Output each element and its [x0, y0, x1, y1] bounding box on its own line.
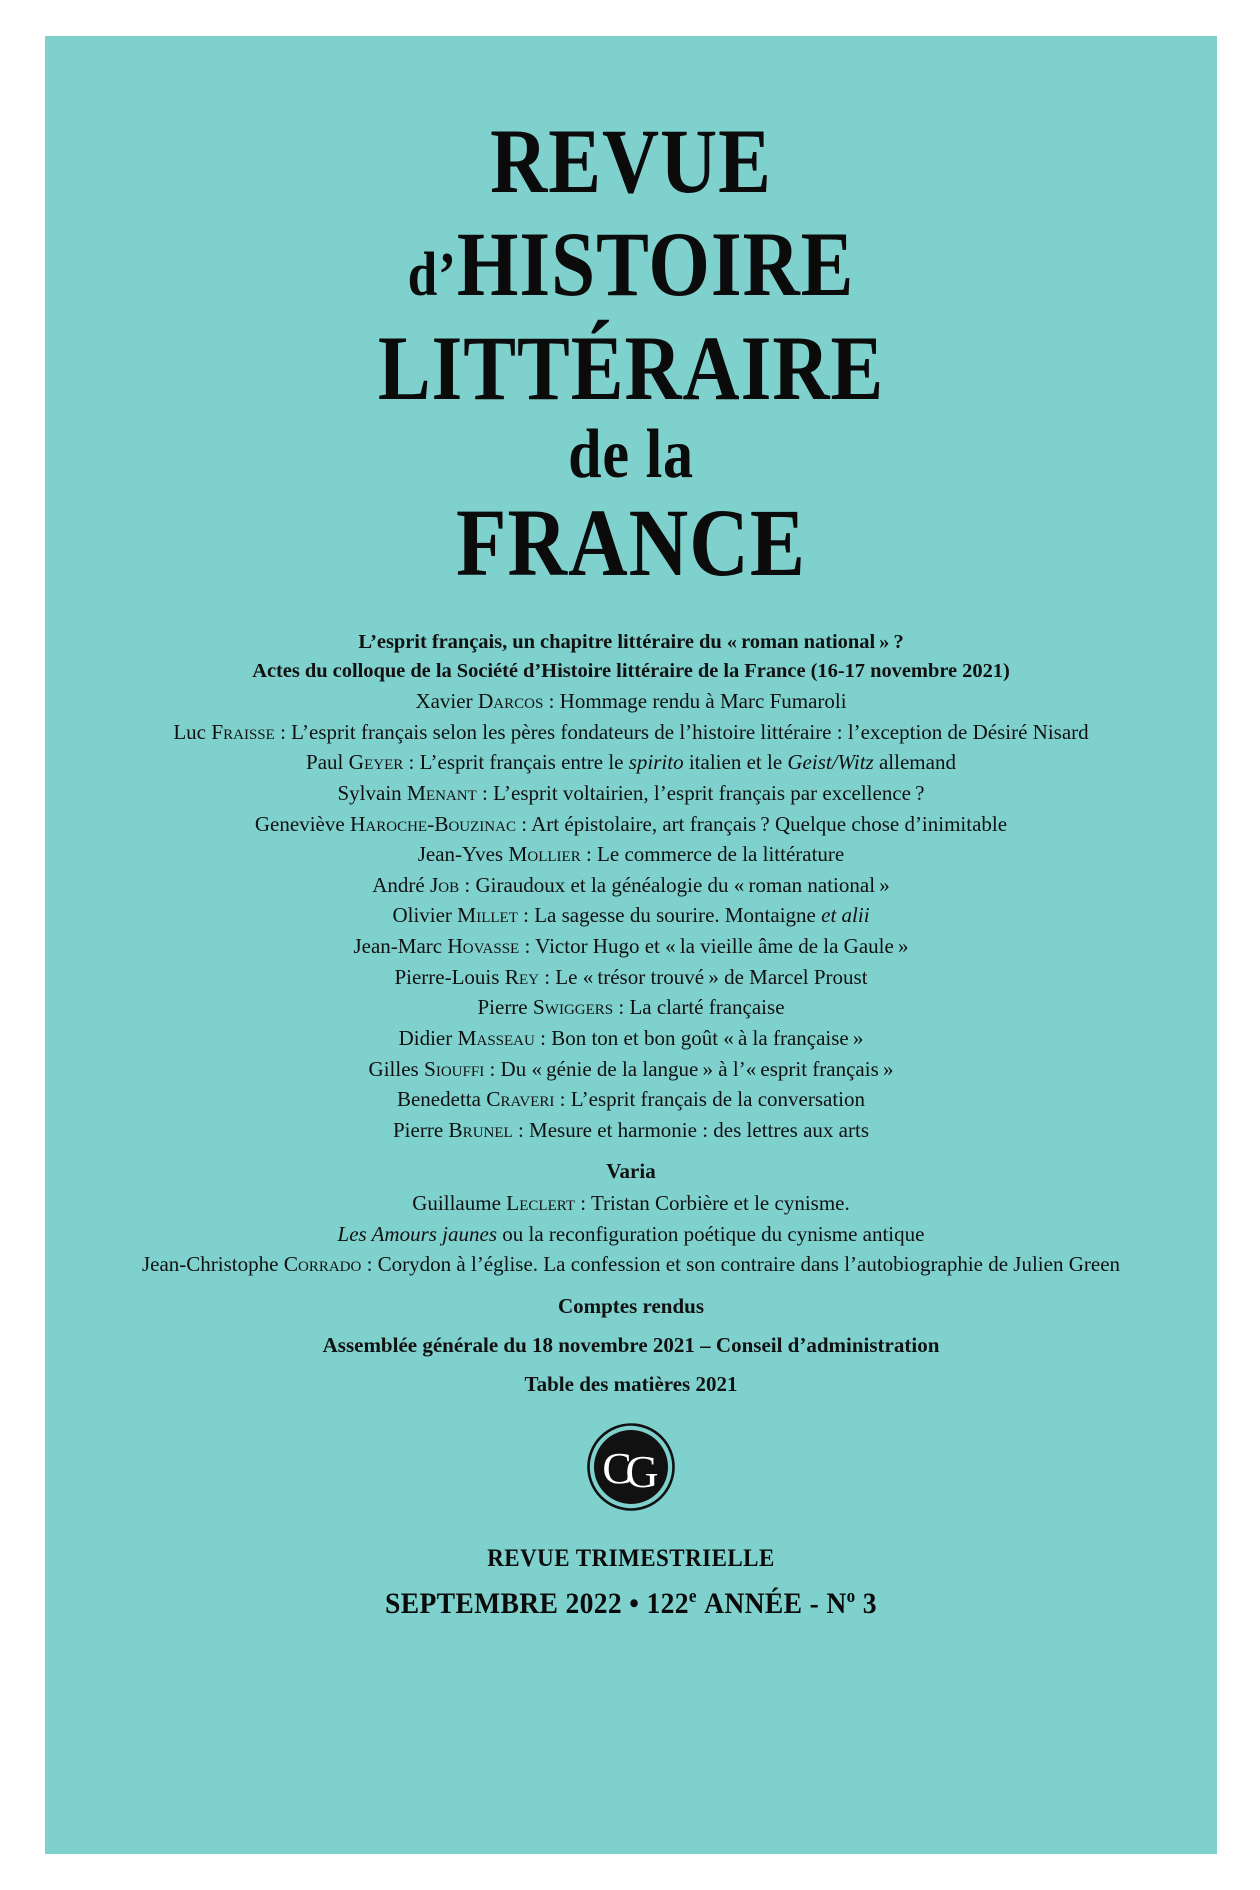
author-first-name: André [372, 872, 430, 897]
toc-entry [57, 900, 1205, 931]
entry-title: : L’esprit français selon les pères fondateurs de l’histoire littéraire : l’exception de Désiré Nisard [274, 719, 1089, 744]
author-first-name: Paul [306, 750, 349, 775]
author-surname: Leclert [506, 1191, 576, 1216]
toc-entry [57, 809, 1205, 840]
entry-title-italic: Geist/Witz [787, 750, 874, 775]
author-surname: Mollier [508, 842, 581, 867]
author-surname: Corrado [283, 1252, 362, 1277]
entry-title: : Victor Hugo et « la vieille âme de la Gaule » [519, 934, 909, 959]
svg-text:G: G [625, 1445, 659, 1497]
toc-entry [57, 747, 1205, 778]
author-surname: Geyer [348, 750, 404, 775]
author-surname: Brunel [448, 1117, 513, 1142]
toc-heading-line-2: Actes du colloque de la Société d’Histoire littéraire de la France (16-17 novembre 2021) [252, 659, 1010, 682]
footer-year-ordinal: e [688, 1585, 697, 1607]
author-surname: Swiggers [532, 995, 614, 1020]
author-surname: Rey [504, 964, 539, 989]
author-first-name: Sylvain [337, 780, 407, 805]
author-first-name: Jean-Yves [417, 842, 509, 867]
author-first-name: Pierre [393, 1117, 449, 1142]
varia-entry-list [57, 1188, 1205, 1279]
author-first-name: Didier [398, 1025, 458, 1050]
toc-heading-line-1: L’esprit français, un chapitre littéraire du « roman national » ? [358, 630, 904, 653]
section-heading-comptes-rendus: Comptes rendus [557, 1293, 705, 1318]
footer-bullet-separator: • [629, 1586, 640, 1620]
author-first-name: Olivier [392, 903, 458, 928]
footer-issue-prefix-ordinal: o [846, 1585, 856, 1607]
masthead [45, 110, 1217, 596]
section-heading-table-des-matieres: Table des matières 2021 [524, 1371, 738, 1396]
toc-entry [57, 778, 1205, 809]
author-first-name: Luc [173, 719, 212, 744]
toc-entry [57, 1188, 1205, 1219]
entry-title-italic: spirito [628, 750, 684, 775]
author-surname: Job [429, 872, 460, 897]
footer-issue-number: 3 [862, 1586, 877, 1620]
author-first-name: Xavier [415, 689, 478, 714]
classiques-garnier-logo-icon [587, 1423, 675, 1511]
entry-title: : La clarté française [613, 995, 785, 1020]
footer [45, 1545, 1217, 1621]
entry-title-italic: et alii [821, 903, 870, 928]
toc-entry [57, 992, 1205, 1023]
author-first-name: Pierre-Louis [394, 964, 505, 989]
author-surname: Haroche-Bouzinac [349, 811, 516, 836]
entry-title: : L’esprit français entre le [403, 750, 629, 775]
masthead-line-litteraire: LITTÉRAIRE [377, 316, 885, 419]
entry-title: : L’esprit voltairien, l’esprit français par excellence ? [476, 780, 925, 805]
section-heading-assemblee-generale: Assemblée générale du 18 novembre 2021 – Conseil d’administration [322, 1332, 940, 1357]
toc-entry [57, 931, 1205, 962]
author-first-name: Jean-Christophe [141, 1252, 284, 1277]
entry-title: : Mesure et harmonie : des lettres aux arts [512, 1117, 869, 1142]
footer-periodicity: REVUE TRIMESTRIELLE [487, 1544, 775, 1572]
masthead-line-dela: de la [568, 416, 694, 494]
entry-title: : Corydon à l’église. La confession et son contraire dans l’autobiographie de Julien Green [361, 1252, 1121, 1277]
masthead-dapostrophe: d’ [407, 241, 457, 310]
author-surname: Menant [406, 780, 477, 805]
author-first-name: Geneviève [254, 811, 350, 836]
toc-entry [57, 1023, 1205, 1054]
masthead-line-revue: REVUE [490, 110, 772, 212]
toc-entry [57, 1115, 1205, 1146]
author-first-name: Pierre [477, 995, 533, 1020]
footer-month-year: SEPTEMBRE 2022 [385, 1586, 623, 1620]
toc-entry-subtitle [57, 1219, 1205, 1249]
author-first-name: Gilles [368, 1056, 424, 1081]
entry-title-cont: allemand [873, 750, 956, 775]
footer-year-word: ANNÉE [704, 1586, 803, 1620]
table-of-contents [45, 628, 1217, 1401]
entry-title-cont: ou la reconfiguration poétique du cynisme antique [497, 1222, 925, 1247]
footer-dash: - [809, 1586, 820, 1620]
entry-title: : Le « trésor trouvé » de Marcel Proust [538, 964, 868, 989]
author-surname: Darcos [477, 689, 544, 714]
journal-cover [45, 36, 1217, 1854]
entry-title: : Giraudoux et la généalogie du « roman national » [459, 872, 890, 897]
entry-title: : L’esprit français de la conversation [554, 1087, 866, 1112]
entry-title: : Du « génie de la langue » à l’« esprit français » [484, 1056, 894, 1081]
entry-title-cont: italien et le [683, 750, 788, 775]
toc-entry-list [57, 686, 1205, 1145]
footer-issue-line [92, 1586, 1170, 1621]
author-first-name: Benedetta [396, 1087, 487, 1112]
section-heading-varia: Varia [606, 1159, 656, 1184]
masthead-line-france: FRANCE [456, 488, 806, 596]
toc-entry [57, 1054, 1205, 1085]
masthead-histoire-word: HISTOIRE [456, 213, 855, 316]
toc-entry [57, 1249, 1205, 1280]
author-surname: Masseau [457, 1025, 535, 1050]
toc-entry [57, 870, 1205, 901]
footer-year-number: 122 [646, 1586, 689, 1620]
toc-entry [57, 962, 1205, 993]
author-first-name: Jean-Marc [353, 934, 448, 959]
entry-title: : Le commerce de la littérature [580, 842, 845, 867]
author-surname: Siouffi [423, 1056, 485, 1081]
entry-title: : Hommage rendu à Marc Fumaroli [543, 689, 847, 714]
author-surname: Craveri [486, 1087, 555, 1112]
entry-title: : Art épistolaire, art français ? Quelque chose d’inimitable [515, 811, 1008, 836]
entry-title: : La sagesse du sourire. Montaigne [517, 903, 822, 928]
author-surname: Hovasse [447, 934, 520, 959]
author-surname: Millet [457, 903, 518, 928]
entry-title: : Bon ton et bon goût « à la française » [534, 1025, 864, 1050]
entry-title-italic: Les Amours jaunes [337, 1222, 497, 1247]
toc-entry [57, 839, 1205, 870]
author-surname: Fraisse [211, 719, 275, 744]
publisher-logo-wrap [587, 1423, 675, 1511]
toc-entry [57, 717, 1205, 748]
entry-title: : Tristan Corbière et le cynisme. [575, 1191, 850, 1216]
toc-entry [57, 1084, 1205, 1115]
masthead-line-histoire [127, 213, 1135, 316]
author-first-name: Guillaume [412, 1191, 507, 1216]
toc-entry [57, 686, 1205, 717]
footer-issue-prefix: N [826, 1586, 847, 1620]
svg-text:C: C [602, 1443, 632, 1493]
